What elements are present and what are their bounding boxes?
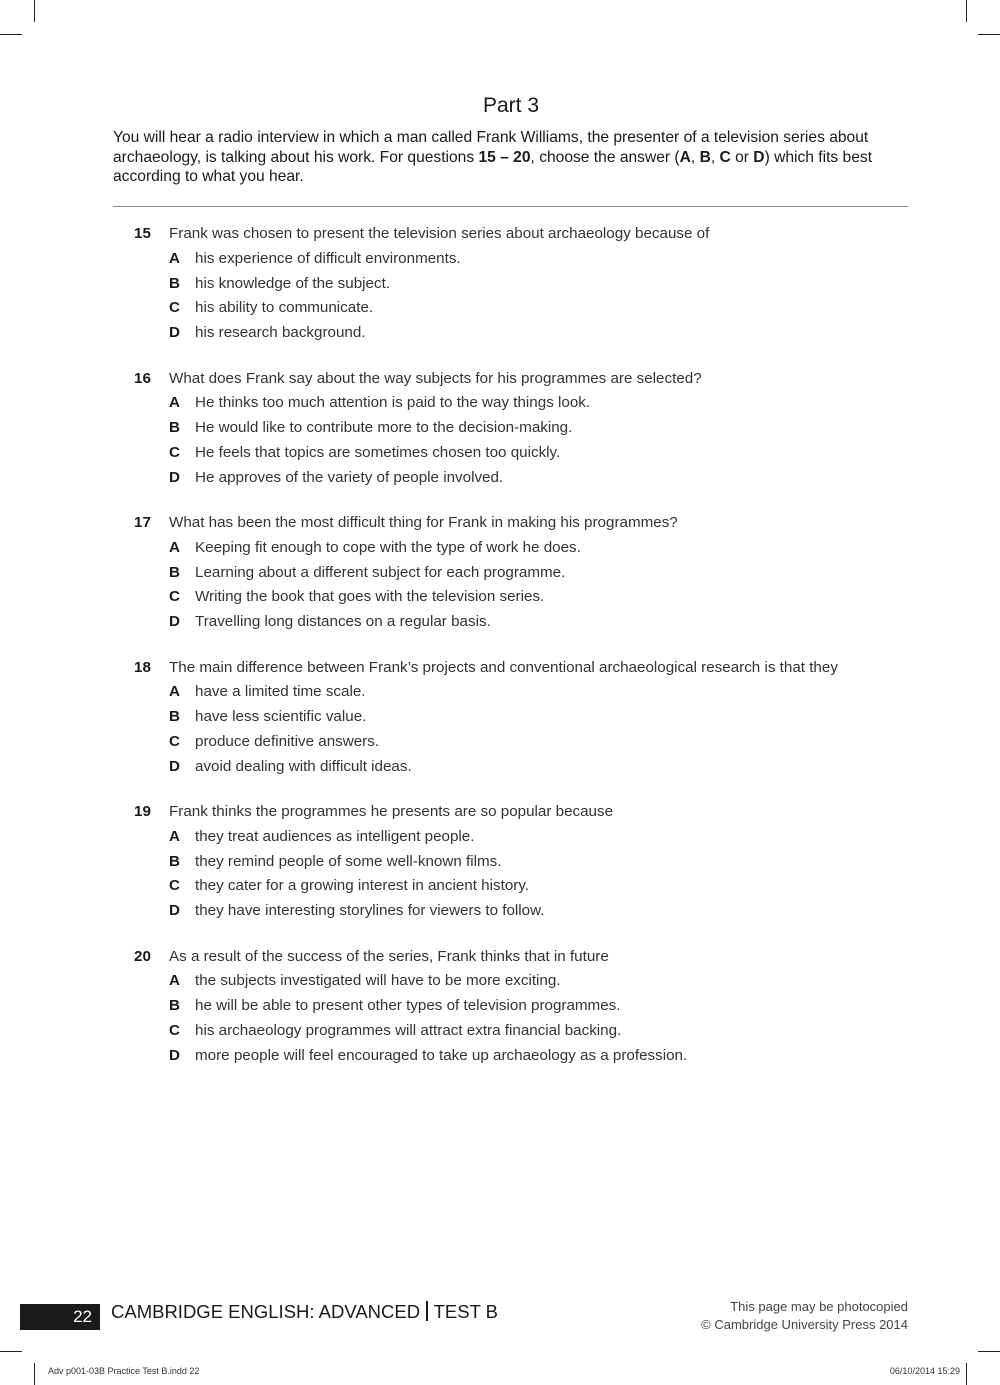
page-title: Part 3 bbox=[482, 94, 540, 117]
question-text: What does Frank say about the way subjects for his programmes are selected? bbox=[169, 369, 702, 387]
crop-mark bbox=[0, 1351, 22, 1352]
option-letter: D bbox=[169, 757, 180, 775]
option-text: He approves of the variety of people involved. bbox=[195, 468, 504, 486]
page-number: 22 bbox=[20, 1304, 100, 1330]
question-number: 17 bbox=[134, 514, 151, 531]
option-letter: A bbox=[169, 249, 180, 267]
answer-option bbox=[134, 416, 914, 441]
option-letter: A bbox=[169, 683, 180, 701]
answer-option bbox=[134, 561, 914, 586]
option-text: have less scientific value. bbox=[195, 708, 367, 726]
option-letter: B bbox=[169, 708, 180, 726]
answer-option bbox=[134, 272, 914, 297]
crop-mark bbox=[966, 1363, 967, 1385]
answer-option bbox=[134, 899, 914, 924]
answer-option bbox=[134, 536, 914, 561]
option-letter: C bbox=[169, 1021, 180, 1039]
answer-option bbox=[134, 610, 914, 635]
answer-option bbox=[134, 1044, 914, 1069]
option-text: they treat audiences as intelligent people. bbox=[195, 827, 475, 845]
answer-option bbox=[134, 321, 914, 346]
option-text: Writing the book that goes with the television series. bbox=[195, 588, 545, 606]
option-text: they remind people of some well-known films. bbox=[195, 852, 502, 870]
option-text: produce definitive answers. bbox=[195, 732, 380, 750]
option-letter: D bbox=[169, 613, 180, 631]
option-text: Travelling long distances on a regular basis. bbox=[195, 613, 491, 631]
answer-option bbox=[134, 296, 914, 321]
instructions: You will hear a radio interview in which a man called Frank Williams, the presenter of a television series about archaeology, is talking about his work. For questions 15 – 20, choose the answer (A, B, C or D) which fits best according to what you hear. bbox=[113, 129, 873, 186]
option-text: his research background. bbox=[195, 324, 366, 342]
option-letter: D bbox=[169, 902, 180, 920]
answer-option bbox=[134, 247, 914, 272]
option-letter: A bbox=[169, 394, 180, 412]
question-number: 16 bbox=[134, 369, 151, 387]
option-letter: D bbox=[169, 324, 180, 342]
question-number: 18 bbox=[134, 658, 151, 676]
option-letter: D bbox=[169, 468, 180, 486]
crop-mark bbox=[978, 1351, 1000, 1352]
answer-option bbox=[134, 994, 914, 1019]
option-letter: C bbox=[169, 877, 180, 895]
question-text: What has been the most difficult thing for Frank in making his programmes? bbox=[169, 514, 678, 531]
option-text: more people will feel encouraged to take up archaeology as a profession. bbox=[195, 1046, 688, 1064]
divider bbox=[113, 206, 908, 207]
question-text: Frank was chosen to present the television series about archaeology because of bbox=[169, 225, 710, 242]
option-text: He feels that topics are sometimes chosen too quickly. bbox=[195, 443, 561, 461]
answer-option bbox=[134, 391, 914, 416]
option-letter: B bbox=[169, 274, 180, 292]
footer-notice bbox=[701, 1298, 908, 1334]
option-letter: C bbox=[169, 299, 180, 317]
answer-option bbox=[134, 969, 914, 994]
answer-option bbox=[134, 755, 914, 780]
answer-option bbox=[134, 1019, 914, 1044]
option-letter: C bbox=[169, 443, 180, 461]
answer-option bbox=[134, 825, 914, 850]
option-text: his knowledge of the subject. bbox=[195, 274, 391, 292]
option-text: they cater for a growing interest in ancient history. bbox=[195, 877, 530, 895]
question-number: 20 bbox=[134, 947, 151, 965]
option-letter: A bbox=[169, 827, 180, 845]
answer-option bbox=[134, 730, 914, 755]
option-text: they have interesting storylines for viewers to follow. bbox=[195, 902, 545, 920]
option-text: have a limited time scale. bbox=[195, 683, 366, 701]
question-text: As a result of the success of the series, Frank thinks that in future bbox=[169, 947, 609, 965]
option-text: avoid dealing with difficult ideas. bbox=[195, 757, 412, 775]
option-letter: B bbox=[169, 852, 180, 870]
crop-mark bbox=[978, 34, 1000, 35]
crop-mark bbox=[34, 1363, 35, 1385]
answer-option bbox=[134, 466, 914, 491]
option-letter: A bbox=[169, 538, 180, 556]
question-text: Frank thinks the programmes he presents are so popular because bbox=[169, 803, 614, 820]
crop-mark bbox=[0, 34, 22, 35]
option-text: He would like to contribute more to the decision-making. bbox=[195, 419, 573, 437]
question-16 bbox=[134, 367, 914, 491]
option-letter: C bbox=[169, 732, 180, 750]
slug-file: Adv p001-03B Practice Test B.indd 22 bbox=[48, 1366, 200, 1376]
answer-option bbox=[134, 680, 914, 705]
question-18 bbox=[134, 656, 914, 780]
option-text: Keeping fit enough to cope with the type of work he does. bbox=[195, 538, 581, 556]
question-text: The main difference between Frank’s projects and conventional archaeological research is that they bbox=[169, 658, 838, 676]
option-letter: B bbox=[169, 997, 180, 1015]
option-text: his ability to communicate. bbox=[195, 299, 374, 317]
option-text: his archaeology programmes will attract extra financial backing. bbox=[195, 1021, 622, 1039]
option-text: Learning about a different subject for each programme. bbox=[195, 563, 566, 581]
option-letter: B bbox=[169, 419, 180, 437]
answer-option bbox=[134, 585, 914, 610]
answer-option bbox=[134, 874, 914, 899]
footer-title: CAMBRIDGE ENGLISH: ADVANCED TEST B bbox=[111, 1301, 499, 1322]
option-text: the subjects investigated will have to be more exciting. bbox=[195, 972, 561, 990]
answer-option bbox=[134, 850, 914, 875]
question-20 bbox=[134, 945, 914, 1069]
answer-option bbox=[134, 705, 914, 730]
option-letter: A bbox=[169, 972, 180, 990]
question-number: 15 bbox=[134, 225, 151, 242]
option-letter: C bbox=[169, 588, 180, 606]
question-19 bbox=[134, 800, 914, 924]
crop-mark bbox=[966, 0, 967, 22]
photocopy-notice: This page may be photocopied bbox=[730, 1299, 908, 1314]
question-number: 19 bbox=[134, 803, 151, 820]
slug-date: 06/10/2014 15:29 bbox=[889, 1366, 960, 1376]
copyright-notice: © Cambridge University Press 2014 bbox=[701, 1317, 908, 1332]
answer-option bbox=[134, 441, 914, 466]
option-text: He thinks too much attention is paid to the way things look. bbox=[195, 394, 591, 412]
option-text: he will be able to present other types of television programmes. bbox=[195, 997, 621, 1015]
crop-mark bbox=[34, 0, 35, 22]
option-text: his experience of difficult environments. bbox=[195, 249, 461, 267]
question-15 bbox=[134, 222, 914, 346]
question-17 bbox=[134, 511, 914, 635]
option-letter: D bbox=[169, 1046, 180, 1064]
option-letter: B bbox=[169, 563, 180, 581]
